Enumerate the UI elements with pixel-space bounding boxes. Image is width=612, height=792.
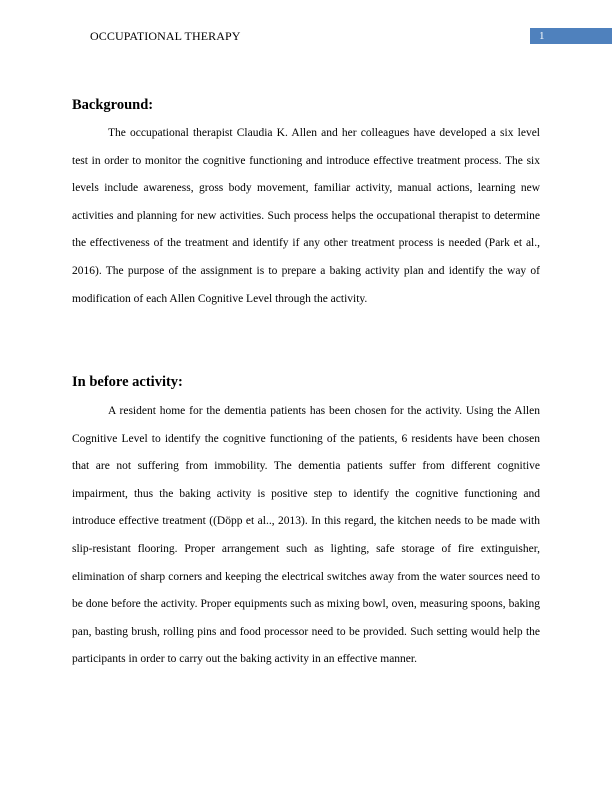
running-head: OCCUPATIONAL THERAPY [90, 29, 241, 43]
section-paragraph-before-activity: A resident home for the dementia patients has been chosen for the activity. Using the Allen Cognitive Level to identify the cognitive functioning of the patients, 6 residents have been chosen that are not suffering from immobility. The dementia patients suffer from different cognitive impairment, thus the baking activity is positive step to identify the cognitive functioning and introduce effective treatment ((Döpp et al.., 2013). In this regard, the kitchen needs to be made with slip-resistant flooring. Proper arrangement such as lighting, safe storage of fire extinguisher, elimination of sharp corners and keeping the electrical switches away from the water sources need to be done before the activity. Proper equipments such as mixing bowl, oven, measuring spoons, baking pan, basting brush, rolling pins and food processor need to be provided. Such setting would help the participants in order to carry out the baking activity in an effective manner. [72, 405, 540, 666]
section-heading-background: Background: [72, 97, 154, 113]
section-paragraph-background: The occupational therapist Claudia K. Allen and her colleagues have developed a six level test in order to monitor the cognitive functioning and introduce effective treatment process. The six levels include awareness, gross body movement, familiar activity, manual actions, learning new activities and planning for new activities. Such process helps the occupational therapist to determine the effectiveness of the treatment and identify if any other treatment process is needed (Park et al., 2016). The purpose of the assignment is to prepare a baking activity plan and identify the way of modification of each Allen Cognitive Level through the activity. [72, 127, 540, 305]
section-heading-before-activity: In before activity: [72, 374, 183, 390]
page-number-badge: 1 [530, 28, 612, 44]
